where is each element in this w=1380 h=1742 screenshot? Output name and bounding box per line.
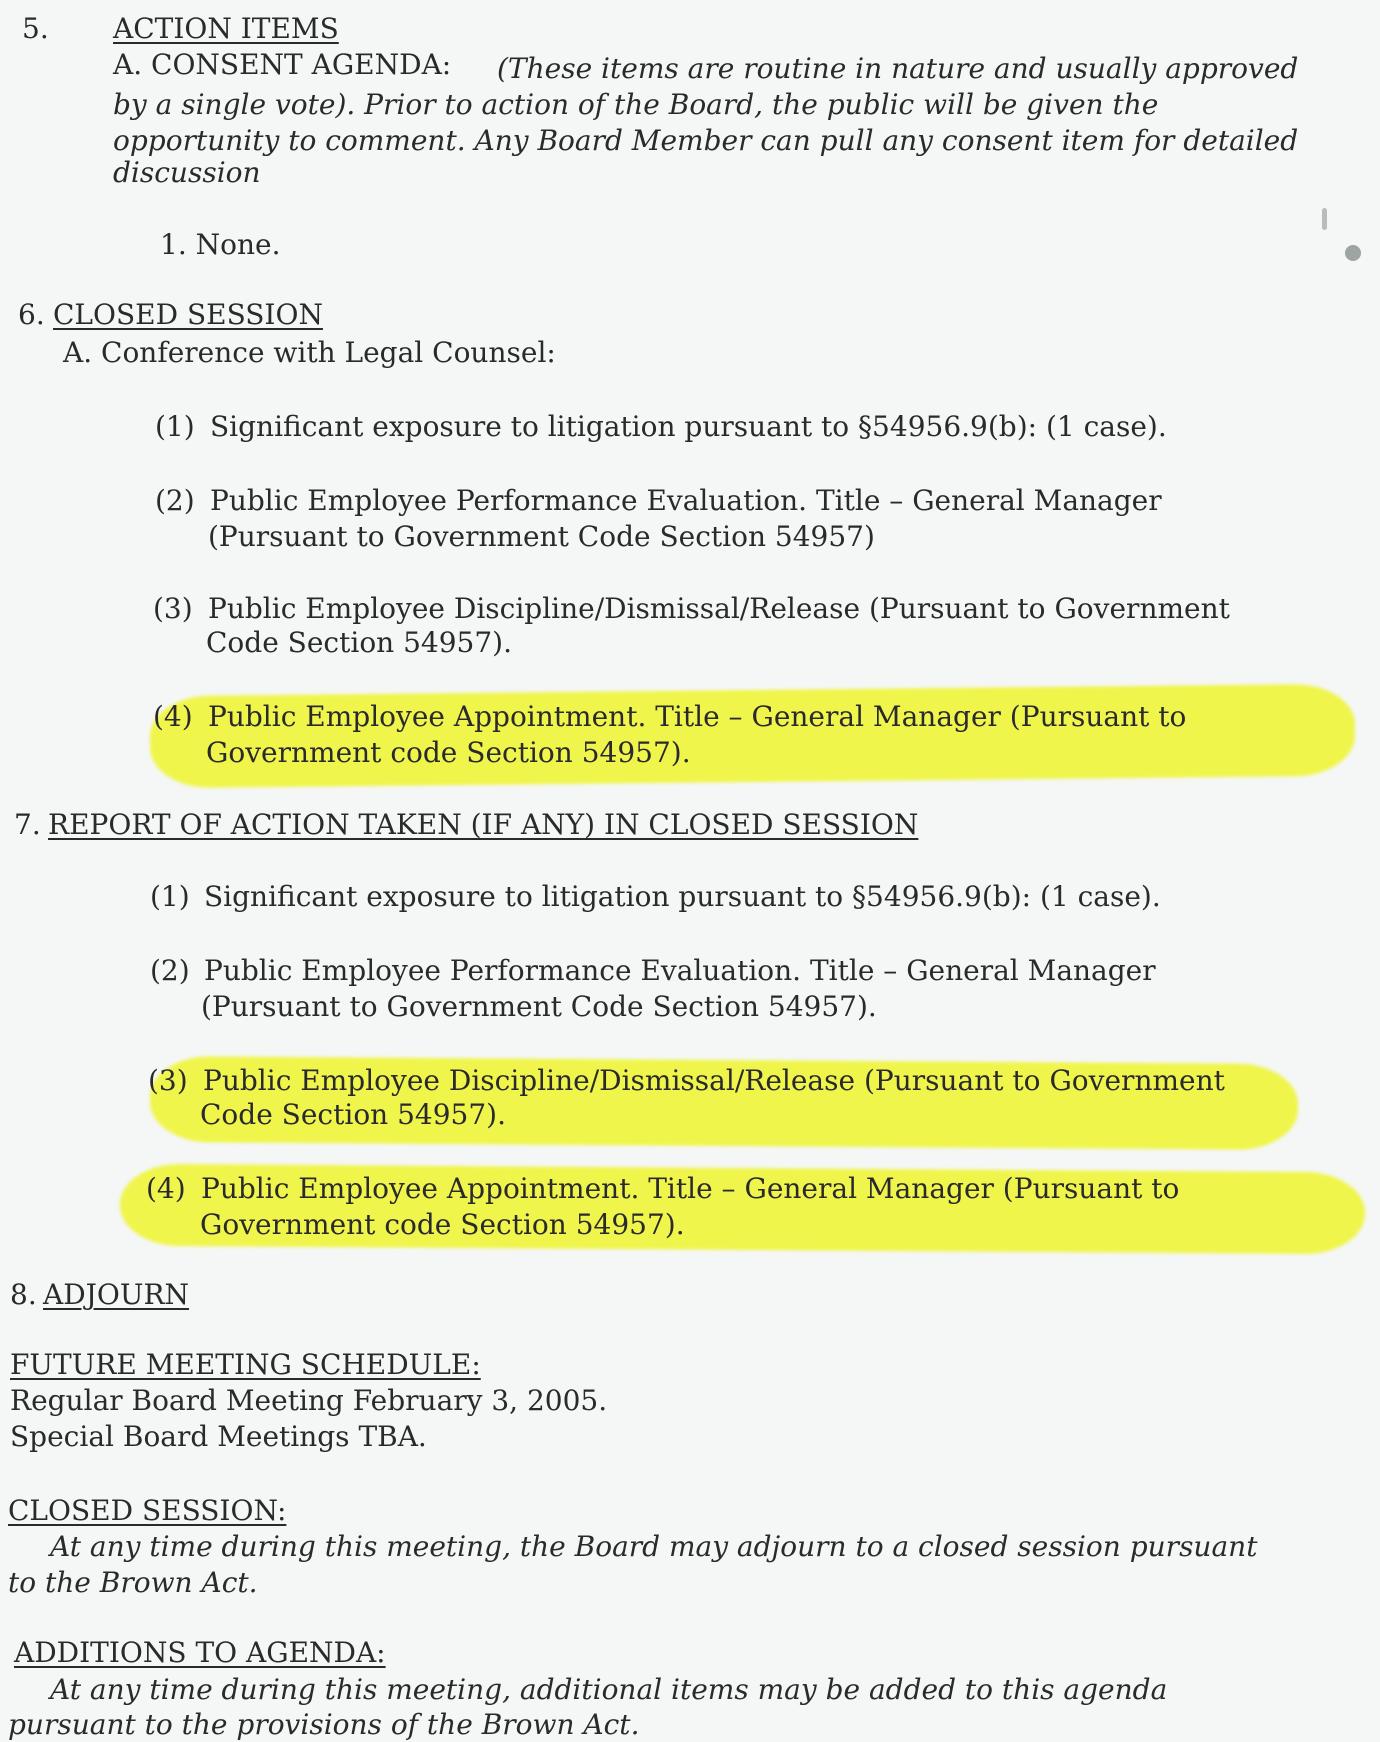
section6-number: 6. bbox=[18, 298, 45, 331]
consent-item-none: 1. None. bbox=[160, 228, 281, 261]
list-item-text: Public Employee Performance Evaluation. Title – General Manager bbox=[204, 954, 1156, 987]
additions-text: At any time during this meeting, additional items may be added to this agenda bbox=[50, 1673, 1168, 1706]
list-item-text: (Pursuant to Government Code Section 54957). bbox=[201, 990, 877, 1023]
consent-agenda-text: by a single vote). Prior to action of the Board, the public will be given the bbox=[113, 88, 1159, 121]
list-item-number: (4) bbox=[153, 700, 193, 733]
list-item-text: Significant exposure to litigation pursuant to §54956.9(b): (1 case). bbox=[204, 880, 1161, 913]
list-item-number: (1) bbox=[150, 880, 190, 913]
list-item-number: (2) bbox=[150, 954, 190, 987]
consent-agenda-label: A. CONSENT AGENDA: bbox=[113, 48, 452, 81]
list-item-text: Public Employee Performance Evaluation. Title – General Manager bbox=[210, 484, 1162, 517]
scan-speck bbox=[1345, 245, 1361, 261]
list-item-number: (1) bbox=[155, 410, 195, 443]
section6-heading: CLOSED SESSION bbox=[53, 298, 323, 331]
closed-session-note-text: to the Brown Act. bbox=[8, 1566, 258, 1599]
section7-heading: REPORT OF ACTION TAKEN (IF ANY) IN CLOSED SESSION bbox=[48, 808, 919, 841]
additions-text: pursuant to the provisions of the Brown Act. bbox=[8, 1708, 640, 1741]
list-item-text: Public Employee Appointment. Title – General Manager (Pursuant to bbox=[201, 1172, 1180, 1205]
list-item-number: (2) bbox=[155, 484, 195, 517]
future-schedule-line: Special Board Meetings TBA. bbox=[10, 1420, 427, 1453]
section8-heading: ADJOURN bbox=[43, 1278, 190, 1311]
scan-speck bbox=[1322, 208, 1327, 230]
list-item-text: (Pursuant to Government Code Section 54957) bbox=[208, 520, 875, 553]
consent-agenda-text: discussion bbox=[113, 156, 261, 189]
section5-heading: ACTION ITEMS bbox=[113, 12, 339, 45]
closed-session-note-heading: CLOSED SESSION: bbox=[8, 1494, 287, 1527]
consent-agenda-text: (These items are routine in nature and usually approved bbox=[497, 52, 1299, 85]
list-item-text: Public Employee Discipline/Dismissal/Release (Pursuant to Government bbox=[208, 592, 1230, 625]
list-item-number: (4) bbox=[146, 1172, 186, 1205]
consent-agenda-text: opportunity to comment. Any Board Member can pull any consent item for detailed bbox=[113, 124, 1299, 157]
list-item-text: Code Section 54957). bbox=[206, 626, 513, 659]
list-item-number: (3) bbox=[148, 1064, 188, 1097]
closed-session-note-text: At any time during this meeting, the Board may adjourn to a closed session pursuant bbox=[50, 1530, 1258, 1563]
section8-number: 8. bbox=[10, 1278, 37, 1311]
list-item-text: Government code Section 54957). bbox=[206, 736, 691, 769]
additions-heading: ADDITIONS TO AGENDA: bbox=[14, 1636, 386, 1669]
list-item-text: Government code Section 54957). bbox=[200, 1208, 685, 1241]
future-schedule-heading: FUTURE MEETING SCHEDULE: bbox=[10, 1348, 481, 1381]
list-item-text: Code Section 54957). bbox=[200, 1098, 507, 1131]
section5-number: 5. bbox=[22, 12, 49, 45]
list-item-text: Public Employee Appointment. Title – General Manager (Pursuant to bbox=[208, 700, 1187, 733]
list-item-number: (3) bbox=[153, 592, 193, 625]
list-item-text: Significant exposure to litigation pursuant to §54956.9(b): (1 case). bbox=[210, 410, 1167, 443]
future-schedule-line: Regular Board Meeting February 3, 2005. bbox=[10, 1384, 608, 1417]
list-item-text: Public Employee Discipline/Dismissal/Release (Pursuant to Government bbox=[203, 1064, 1225, 1097]
section7-number: 7. bbox=[14, 808, 41, 841]
legal-counsel-heading: A. Conference with Legal Counsel: bbox=[63, 336, 556, 369]
